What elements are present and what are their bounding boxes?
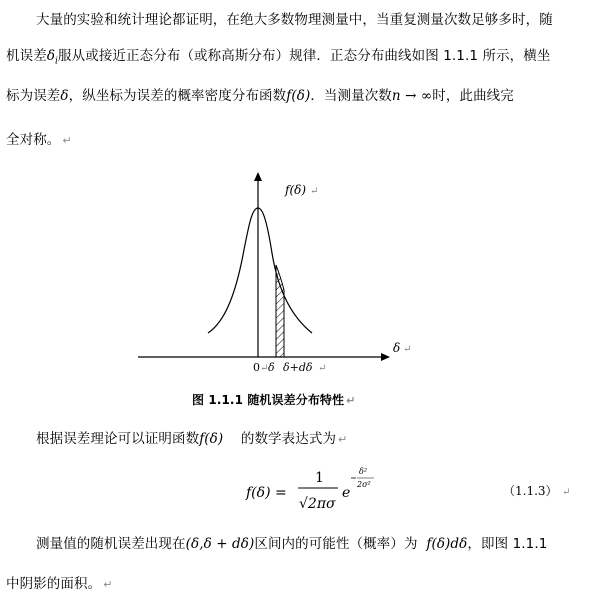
- eq-denominator: √2πσ: [299, 496, 336, 512]
- figure-caption: 图 1.1.1 随机误差分布特性 ↵: [192, 393, 356, 407]
- paragraph3-line1: [36, 532, 547, 552]
- p1-line3b: ，纵坐标为误差的概率密度分布函数: [68, 88, 287, 104]
- p1-line2a: 机误差: [6, 48, 47, 64]
- origin-label: 0: [253, 361, 260, 374]
- p1-line2b: 服从或接近正态分布（或称高斯分布）规律．正态分布曲线如图 1.1.1 所示，横坐: [58, 48, 551, 64]
- f-delta-inline: f(δ): [199, 431, 224, 447]
- p3-text-b: 区间内的可能性（概率）为: [254, 536, 418, 552]
- eq-base: e: [342, 485, 351, 501]
- equation-number: （1.1.3）: [503, 484, 558, 498]
- paragraph-mark-fig4: ↵: [318, 363, 327, 374]
- eq-lhs: f(δ) =: [246, 485, 287, 501]
- tick2-label: δ+dδ: [283, 361, 313, 374]
- n-to-infinity: n → ∞: [391, 88, 433, 104]
- p3-text-a: 测量值的随机误差出现在: [36, 536, 186, 552]
- p1-line3d: 时，此曲线完: [432, 88, 514, 104]
- f-delta-inline: f(δ): [286, 88, 311, 104]
- p2-text-a: 根据误差理论可以证明函数: [36, 431, 200, 447]
- paragraph-mark: ↵: [103, 578, 113, 591]
- p3-text-c: ，即图 1.1.1: [467, 536, 548, 552]
- x-axis-label: δ: [393, 341, 401, 355]
- p1-line3c: ．当测量次数: [310, 88, 392, 104]
- p2-text-b: 的数学表达式为: [240, 431, 337, 447]
- tick1-label: δ: [268, 361, 275, 374]
- paragraph-mark-fig1: ↵: [310, 186, 319, 197]
- paragraph-mark-fig2: ↵: [403, 344, 412, 355]
- exp-denominator: 2σ²: [357, 480, 371, 489]
- paragraph-mark-fig3: ↵: [260, 363, 269, 374]
- interval: (δ,δ + dδ): [185, 536, 255, 552]
- delta-symbol: δ: [60, 88, 69, 104]
- eq-numerator: 1: [315, 470, 324, 486]
- y-axis-label: f(δ): [285, 183, 307, 197]
- paragraph-mark: ↵: [346, 394, 356, 407]
- p3-line2-text: 中阴影的面积。: [6, 576, 102, 592]
- p1-line4-text: 全对称。: [6, 132, 61, 148]
- p1-line1-text: 大量的实验和统计理论都证明，在绝大多数物理测量中，当重复测量次数足够多时，随: [36, 12, 553, 28]
- paragraph-mark: ↵: [62, 134, 72, 147]
- probability: f(δ)dδ: [426, 536, 468, 552]
- p1-line3a: 标为误差: [6, 88, 61, 104]
- paragraph-mark: ↵: [338, 433, 348, 446]
- exp-numerator: δ²: [359, 467, 368, 476]
- paragraph-mark-eq: ↵: [562, 487, 571, 498]
- paragraph3-line2: [6, 572, 113, 592]
- delta-i-symbol: $\delta_i$: [46, 48, 59, 67]
